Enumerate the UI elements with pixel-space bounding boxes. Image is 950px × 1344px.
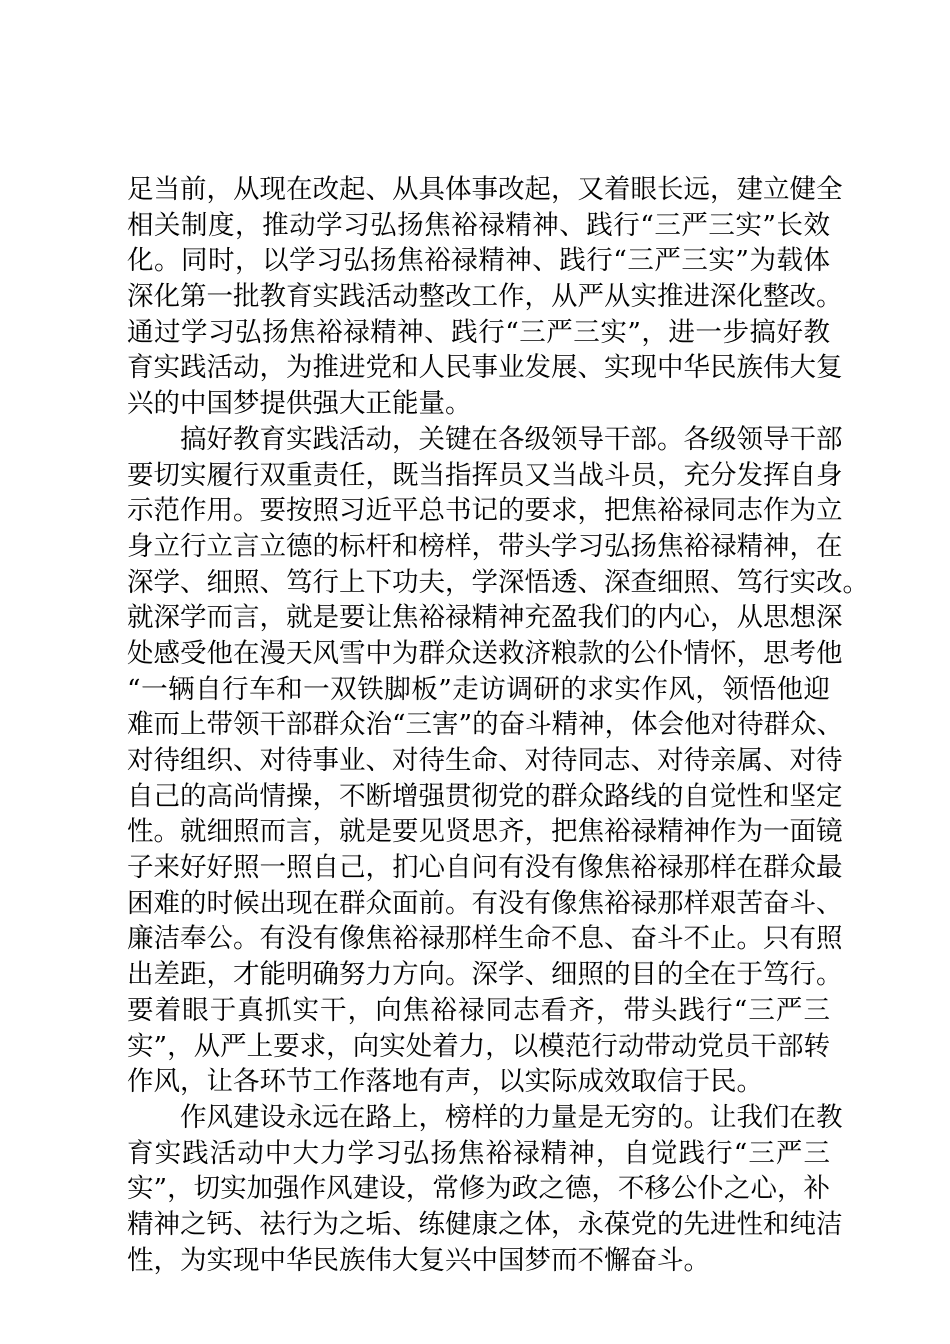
text-line: 实”，从严上要求，向实处着力，以模范行动带动党员干部转 xyxy=(127,1030,830,1062)
text-line: 深化第一批教育实践活动整改工作，从严从实推进深化整改。 xyxy=(127,281,843,313)
text-line: 就深学而言，就是要让焦裕禄精神充盈我们的内心，从思想深 xyxy=(127,602,843,634)
text-line: 育实践活动，为推进党和人民事业发展、实现中华民族伟大复 xyxy=(127,352,843,384)
text-line: 困难的时候出现在群众面前。有没有像焦裕禄那样艰苦奋斗、 xyxy=(127,887,843,919)
text-line: 廉洁奉公。有没有像焦裕禄那样生命不息、奋斗不止。只有照 xyxy=(127,923,843,955)
text-line: 作风，让各环节工作落地有声，以实际成效取信于民。 xyxy=(127,1066,763,1098)
text-line: 实”，切实加强作风建设，常修为政之德，不移公仆之心，补 xyxy=(127,1173,830,1205)
text-line: 子来好好照一照自己，扪心自问有没有像焦裕禄那样在群众最 xyxy=(127,852,843,884)
text-line: 对待组织、对待事业、对待生命、对待同志、对待亲属、对待 xyxy=(127,745,843,776)
text-line: 育实践活动中大力学习弘扬焦裕禄精神，自觉践行“三严三 xyxy=(127,1137,830,1169)
document-body xyxy=(127,172,869,1278)
text-line: 性。就细照而言，就是要见贤思齐，把焦裕禄精神作为一面镜 xyxy=(127,816,843,848)
text-line: 示范作用。要按照习近平总书记的要求，把焦裕禄同志作为立 xyxy=(127,495,843,527)
text-line: 自己的高尚情操，不断增强贯彻党的群众路线的自觉性和坚定 xyxy=(127,780,843,812)
text-line: 通过学习弘扬焦裕禄精神、践行“三严三实”，进一步搞好教 xyxy=(127,316,830,348)
text-line: 精神之钙、祛行为之垢、练健康之体，永葆党的先进性和纯洁 xyxy=(127,1208,843,1240)
text-line: 深学、细照、笃行上下功夫，学深悟透、深查细照、笃行实改。 xyxy=(127,566,869,598)
text-line: 兴的中国梦提供强大正能量。 xyxy=(127,388,472,420)
text-line: 难而上带领干部群众治“三害”的奋斗精神，体会他对待群众、 xyxy=(127,709,844,741)
text-line: 化。同时，以学习弘扬焦裕禄精神、践行“三严三实”为载体 xyxy=(127,245,830,277)
text-line: 搞好教育实践活动，关键在各级领导干部。各级领导干部 xyxy=(180,423,843,455)
text-line: 出差距，才能明确努力方向。深学、细照的目的全在于笃行。 xyxy=(127,959,843,991)
text-line: 相关制度，推动学习弘扬焦裕禄精神、践行“三严三实”长效 xyxy=(127,209,830,241)
text-line: 要切实履行双重责任，既当指挥员又当战斗员，充分发挥自身 xyxy=(127,459,843,491)
text-line: 足当前，从现在改起、从具体事改起，又着眼长远，建立健全 xyxy=(127,174,843,205)
text-line: 身立行立言立德的标杆和榜样，带头学习弘扬焦裕禄精神，在 xyxy=(127,530,843,562)
text-line: 处感受他在漫天风雪中为群众送救济粮款的公仆情怀，思考他 xyxy=(127,637,843,669)
text-line: “一辆自行车和一双铁脚板”走访调研的求实作风，领悟他迎 xyxy=(127,673,830,705)
text-line: 作风建设永远在路上，榜样的力量是无穷的。让我们在教 xyxy=(180,1101,843,1133)
text-line: 性，为实现中华民族伟大复兴中国梦而不懈奋斗。 xyxy=(127,1244,710,1276)
text-line: 要着眼于真抓实干，向焦裕禄同志看齐，带头践行“三严三 xyxy=(127,994,830,1026)
